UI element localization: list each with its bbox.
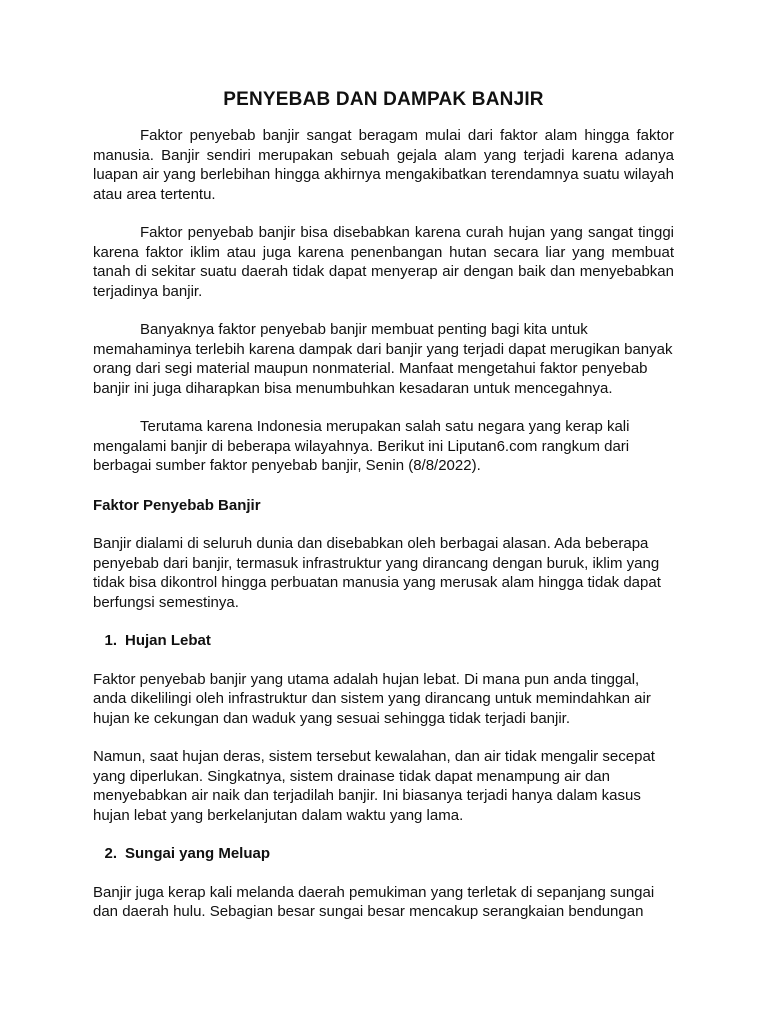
- intro-paragraph-4: Terutama karena Indonesia merupakan salah satu negara yang kerap kali mengalami banjir di beberapa wilayahnya. Berikut ini Liputan6.com rangkum dari berbagai sumber faktor penyebab banjir, Senin (8/8/2022).: [93, 418, 630, 474]
- item-2-paragraph-1: Banjir juga kerap kali melanda daerah pemukiman yang terletak di sepanjang sungai dan daerah hulu. Sebagian besar sungai besar mencakup serangkaian bendungan: [93, 883, 655, 920]
- intro-paragraph-1: Faktor penyebab banjir sangat beragam mulai dari faktor alam hingga faktor manusia. Banjir sendiri merupakan sebuah gejala alam yang terjadi karena adanya luapan air yang berlebihan hingga akhirnya mengakibatkan terendamnya suatu wilayah atau area tertentu.: [93, 127, 674, 203]
- document-page: [93, 88, 674, 941]
- list-item-number: 2.: [104, 845, 117, 862]
- item-1-paragraph-2: Namun, saat hujan deras, sistem tersebut kewalahan, dan air tidak mengalir secepat yang diperlukan. Singkatnya, sistem drainase tidak dapat menampung air dan menyebabkan air naik dan terjadilah banjir. Ini biasanya terjadi hanya dalam kasus hujan lebat yang berkelanjutan dalam waktu yang lama.: [93, 748, 655, 824]
- section-intro-paragraph: Banjir dialami di seluruh dunia dan disebabkan oleh berbagai alasan. Ada beberapa penyebab dari banjir, termasuk infrastruktur yang dirancang dengan buruk, iklim yang tidak bisa dikontrol hingga perbuatan manusia yang merusak alam hingga tidak dapat berfungsi semestinya.: [93, 535, 661, 611]
- document-title: PENYEBAB DAN DAMPAK BANJIR: [223, 89, 544, 110]
- list-item-number: 1.: [104, 632, 117, 649]
- intro-paragraph-2: Faktor penyebab banjir bisa disebabkan karena curah hujan yang sangat tinggi karena faktor iklim atau juga karena penenbangan hutan secara liar yang membuat tanah di sekitar suatu daerah tidak dapat menyerap air dengan baik dan menyebabkan terjadinya banjir.: [93, 224, 674, 300]
- list-item-heading-2: [93, 844, 674, 864]
- section-heading: Faktor Penyebab Banjir: [93, 496, 261, 514]
- list-item-title: Sungai yang Meluap: [125, 845, 271, 862]
- intro-paragraph-3: Banyaknya faktor penyebab banjir membuat penting bagi kita untuk memahaminya terlebih karena dampak dari banjir yang terjadi dapat merugikan banyak orang dari segi material maupun nonmaterial. Manfaat mengetahui faktor penyebab banjir ini juga diharapkan bisa menumbuhkan kesadaran untuk mencegahnya.: [93, 321, 673, 397]
- list-item-heading-1: [93, 631, 674, 651]
- list-item-title: Hujan Lebat: [125, 632, 211, 649]
- item-1-paragraph-1: Faktor penyebab banjir yang utama adalah hujan lebat. Di mana pun anda tinggal, anda dikelilingi oleh infrastruktur dan sistem yang dirancang untuk memindahkan air hujan ke cekungan dan waduk yang sesuai sehingga tidak terjadi banjir.: [93, 670, 651, 727]
